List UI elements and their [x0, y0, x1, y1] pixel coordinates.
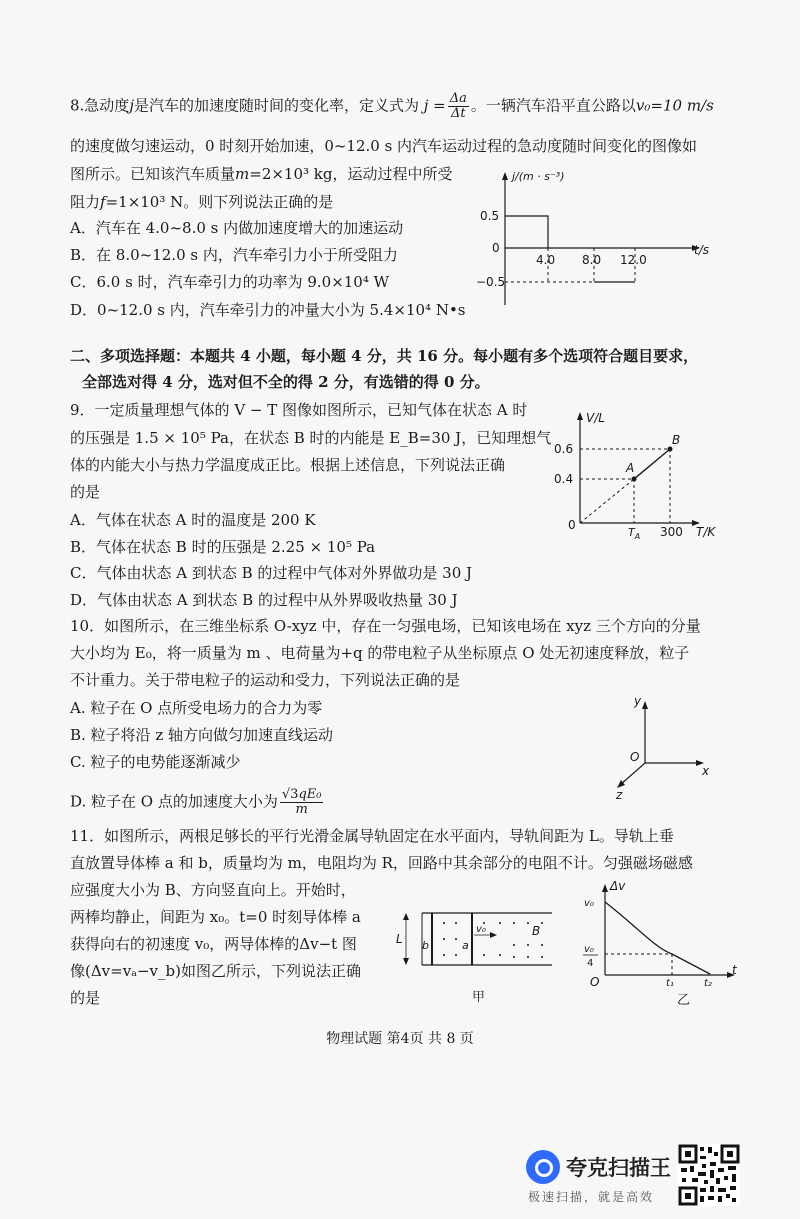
q10-axis-y-label: y — [634, 694, 642, 708]
q10-option-b: B. 粒子将沿 z 轴方向做匀加速直线运动 — [70, 726, 333, 744]
q10-line2: 大小均为 E₀，将一质量为 m 、电荷量为+q 的带电粒子从坐标原点 O 处无初速度释放，粒子 — [70, 644, 690, 662]
q11-yi-origin: O — [590, 975, 600, 989]
q10-line3: 不计重力。关于带电粒子的运动和受力，下列说法正确的是 — [70, 671, 461, 689]
q8-option-c: C．6.0 s 时，汽车牵引力的功率为 9.0×10⁴ W — [70, 273, 390, 291]
q11-yi-t: t — [732, 963, 737, 977]
q11-yi-t2: t₂ — [704, 978, 712, 989]
q9-y-arrow — [577, 412, 583, 420]
q8-xlabel: t/s — [694, 243, 709, 257]
q8-line4: 阻力f=1×10³ N。则下列说法正确的是 — [70, 193, 334, 211]
q10-option-c: C. 粒子的电势能逐渐减少 — [70, 753, 241, 771]
q10-line1: 10．如图所示，在三维坐标系 O-xyz 中，存在一匀强电场，已知该电场在 xyz 三个方向的分量 — [70, 617, 701, 635]
section2-heading-line1: 二、多项选择题：本题共 4 小题，每小题 4 分，共 16 分。每小题有多个选项符合题目要求， — [70, 347, 699, 365]
section2-heading-line2: 全部选对得 4 分，选对但不全的得 2 分，有选错的得 0 分。 — [82, 373, 490, 391]
q9-option-b: B．气体在状态 B 时的压强是 2.25 × 10⁵ Pa — [70, 538, 376, 556]
q11-yi-v04-den: 4 — [587, 958, 594, 969]
q11-label-L: L — [396, 932, 403, 946]
q9-option-a: A．气体在状态 A 时的温度是 200 K — [70, 511, 316, 529]
q11-velocity-arrow-head — [490, 932, 497, 938]
q8-ytick-zero: 0 — [492, 241, 500, 255]
q11-label-a: a — [462, 939, 469, 952]
q11-yi-ylabel: Δv — [610, 879, 626, 893]
q9-line1: 9．一定质量理想气体的 V − T 图像如图所示，已知气体在状态 A 时 — [70, 401, 528, 419]
q11-caption-jia: 甲 — [472, 990, 486, 1005]
q8-xtick-1: 4.0 — [536, 253, 556, 267]
q11-line1: 11．如图所示，两根足够长的平行光滑金属导轨固定在水平面内，导轨间距为 L。导轨上垂 — [70, 827, 674, 845]
q9-point-b — [668, 447, 673, 452]
q11-yi-v04-num: v₀ — [584, 944, 594, 955]
q11-line2: 直放置导体棒 a 和 b，质量均为 m，电阻均为 R，回路中其余部分的电阻不计。匀强磁场磁感 — [70, 854, 693, 872]
q9-ylabel: V/L — [586, 411, 605, 425]
q8-fraction: $\frac{\Delta a}{\Delta t}$ — [449, 91, 467, 121]
q11-figure-yi — [580, 880, 750, 1010]
q9-xlabel: T/K — [696, 525, 716, 539]
q11-caption-yi: 乙 — [677, 993, 691, 1008]
q9-label-a: A — [626, 461, 635, 475]
q9-ytick-2: 0.4 — [554, 472, 574, 486]
q11-line7: 的是 — [70, 989, 101, 1007]
q9-option-c: C．气体由状态 A 到状态 B 的过程中气体对外界做功是 30 J — [70, 564, 473, 582]
q8-ytick-pos: 0.5 — [480, 209, 500, 223]
q9-origin: 0 — [568, 518, 576, 532]
scanner-watermark — [526, 1146, 676, 1206]
q9-xtick-ta: $T_A$ — [628, 526, 641, 541]
q9-label-b: B — [672, 433, 681, 447]
q8-xtick-2: 8.0 — [582, 253, 602, 267]
q8-line1: 8.急动度j是汽车的加速度随时间的变化率，定义式为 j = $\frac{\Delta a}{\Delta t}$ 。一辆汽车沿平直公路以v₀=10 m/s — [70, 91, 714, 121]
page-footer: 物理试题 第4页 共 8 页 — [326, 1031, 474, 1047]
q11-field-dots — [443, 922, 543, 958]
q9-ytick-1: 0.6 — [554, 442, 574, 456]
q11-width-arrow-top — [403, 913, 409, 920]
q11-line4: 两棒均静止，间距为 x₀。t=0 时刻导体棒 a — [70, 908, 361, 926]
q9-option-d: D．气体由状态 A 到状态 B 的过程中从外界吸收热量 30 J — [70, 591, 458, 609]
q11-width-arrow-bottom — [403, 958, 409, 965]
q8-option-b: B．在 8.0~12.0 s 内，汽车牵引力小于所受阻力 — [70, 246, 398, 264]
q9-xtick-300: 300 — [660, 525, 683, 539]
q11-yi-y-arrow — [602, 884, 608, 892]
scanner-brand-name: 夸克扫描王 — [566, 1156, 671, 1180]
q8-segment-pos — [505, 216, 548, 248]
qr-code-icon — [678, 1144, 740, 1206]
scanner-slogan: 极速扫描，就是高效 — [528, 1190, 655, 1204]
q11-yi-t1: t₁ — [666, 978, 674, 989]
q9-dash-origin-a — [580, 479, 634, 523]
q10-origin-label: O — [630, 750, 640, 764]
q10-fraction: $\frac{\text{√3qE₀}}{m}$ — [281, 787, 322, 817]
q11-line5: 获得向右的初速度 v₀，两导体棒的Δv−t 图 — [70, 935, 357, 953]
q9-line3: 体的内能大小与热力学温度成正比。根据上述信息，下列说法正确 — [70, 456, 506, 474]
q11-figure-jia — [392, 905, 567, 1005]
q8-ylabel: j/(m · s⁻³) — [512, 170, 565, 183]
q10-axis-x-label: x — [702, 764, 710, 778]
q11-label-v0: v₀ — [476, 924, 486, 935]
q8-line2: 的速度做匀速运动，0 时刻开始加速，0~12.0 s 内汽车运动过程的急动度随时间变化的图像如 — [70, 137, 698, 155]
q10-option-d: D. 粒子在 O 点的加速度大小为 $\frac{\text{√3qE₀}}{m}$ — [70, 787, 322, 817]
q11-yi-curve — [605, 902, 710, 974]
q8-option-d: D．0~12.0 s 内，汽车牵引力的冲量大小为 5.4×10⁴ N•s — [70, 301, 466, 319]
q11-label-B: B — [532, 924, 541, 938]
q9-point-a — [632, 477, 637, 482]
q10-3d-axes — [600, 695, 720, 800]
q9-line-ab — [634, 449, 670, 479]
q11-line3: 应强度大小为 B、方向竖直向上。开始时， — [70, 881, 356, 899]
q11-yi-v0: v₀ — [584, 898, 594, 909]
q9-vt-graph — [554, 408, 730, 548]
q8-option-a: A．汽车在 4.0~8.0 s 内做加速度增大的加速运动 — [70, 219, 404, 237]
q11-label-b: b — [422, 939, 429, 952]
q8-jt-graph — [470, 170, 710, 310]
scanner-logo-icon — [526, 1150, 560, 1184]
q8-xtick-3: 12.0 — [620, 253, 647, 267]
q10-axis-z-label: z — [616, 788, 623, 802]
q10-y-arrow — [642, 701, 648, 709]
q10-option-a: A. 粒子在 O 点所受电场力的合力为零 — [70, 699, 323, 717]
q8-line3: 图所示。已知该汽车质量m=2×10³ kg，运动过程中所受 — [70, 165, 453, 183]
q8-y-arrow — [502, 172, 508, 180]
q10-z-axis — [620, 763, 645, 785]
q9-line2: 的压强是 1.5 × 10⁵ Pa，在状态 B 时的内能是 E_B=30 J，已知理想气 — [70, 429, 552, 447]
q11-line6: 像(Δv=vₐ−v_b)如图乙所示，下列说法正确 — [70, 962, 361, 980]
q8-ytick-neg: −0.5 — [476, 275, 506, 289]
q9-line4: 的是 — [70, 483, 101, 501]
